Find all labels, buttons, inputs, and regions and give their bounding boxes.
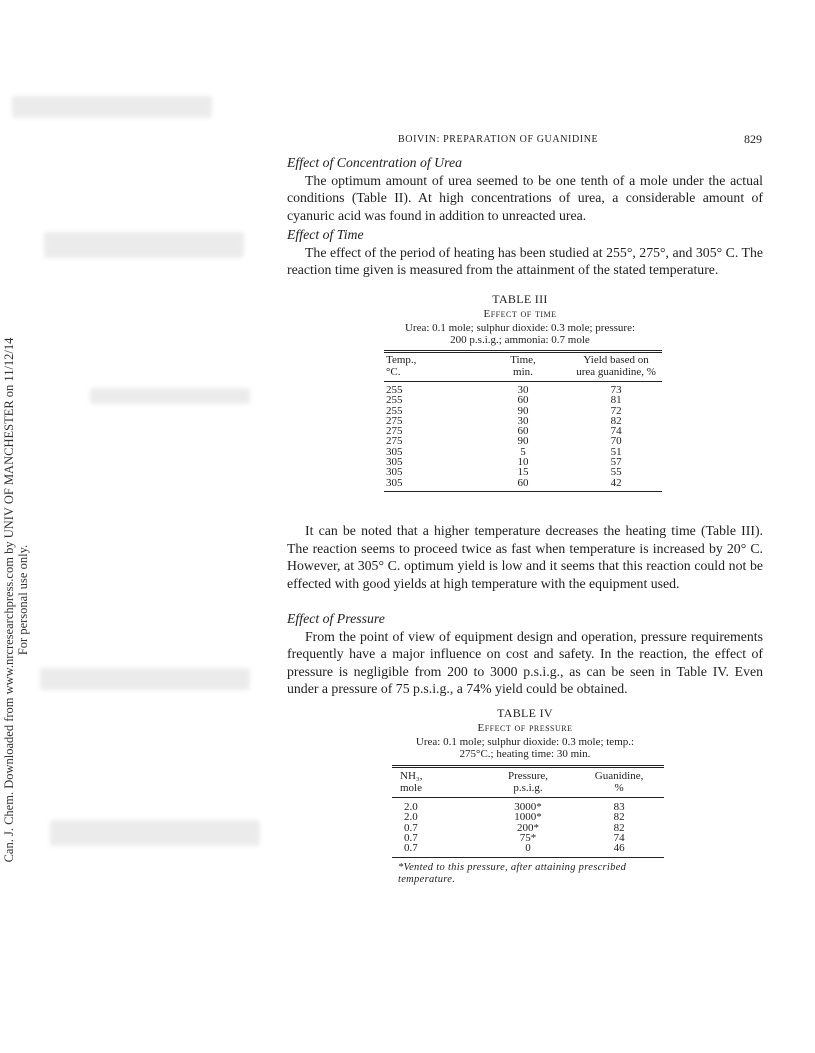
table-bottom-rule xyxy=(392,857,664,858)
section-heading-pressure: Effect of Pressure xyxy=(287,611,385,626)
running-title: BOIVIN: PREPARATION OF GUANIDINE xyxy=(398,134,599,145)
table-subtitle: Effect of pressure xyxy=(477,722,573,734)
table-footnote: *Vented to this pressure, after attaining prescribed temperature. xyxy=(398,862,627,886)
running-header xyxy=(286,132,762,148)
table-row: 2.0 1000* 82 xyxy=(404,811,625,824)
section-heading-time: Effect of Time xyxy=(287,227,364,242)
section-time xyxy=(287,226,763,279)
section-discussion xyxy=(287,522,763,592)
table-top-rule xyxy=(392,765,664,768)
table-row: 275 60 74 xyxy=(386,425,622,438)
page-number: 829 xyxy=(744,132,762,146)
table-row: 305 10 57 xyxy=(386,456,622,469)
table-iii xyxy=(374,292,666,492)
table-bottom-rule xyxy=(384,491,662,492)
table-caption: TABLE III xyxy=(492,292,548,306)
table-row: 255 60 81 xyxy=(386,394,622,407)
table-header-row xyxy=(392,771,664,794)
section-urea xyxy=(287,154,763,224)
table-conditions-line2: 275°C.; heating time: 30 min. xyxy=(459,748,591,760)
scan-smudge xyxy=(12,96,212,118)
table-row: 305 5 51 xyxy=(386,445,622,458)
section-pressure xyxy=(287,610,763,698)
scan-smudge xyxy=(40,668,250,690)
table-row: 305 15 55 xyxy=(386,466,622,479)
table-row: 2.0 3000* 83 xyxy=(404,801,625,813)
table-conditions-line1: Urea: 0.1 mole; sulphur dioxide: 0.3 mole; temp.: xyxy=(415,736,635,748)
table-row: 0.7 200* 82 xyxy=(404,821,625,834)
table-row: 275 90 70 xyxy=(386,435,622,448)
header-temp: Temp., °C. xyxy=(386,354,417,378)
download-notice-line2: For personal use only. xyxy=(16,544,30,656)
table-header-row xyxy=(384,355,662,378)
table-row: 305 60 42 xyxy=(386,476,622,489)
header-yield: Yield based on urea guanidine, % xyxy=(576,354,656,378)
header-guanidine: Guanidine, % xyxy=(594,770,644,794)
scan-smudge xyxy=(44,232,244,258)
download-notice-line1: Can. J. Chem. Downloaded from www.nrcresearchpress.com by UNIV OF MANCHESTER on 11/12/14 xyxy=(2,337,16,863)
table-body xyxy=(392,802,664,853)
scan-smudge xyxy=(90,388,250,404)
paragraph-time: The effect of the period of heating has been studied at 255°, 275°, and 305° C. The reaction time given is measured from the attainment of the stated temperature. xyxy=(287,244,763,277)
table-conditions-line1: Urea: 0.1 mole; sulphur dioxide: 0.3 mole; pressure: xyxy=(404,322,636,334)
header-time: Time, min. xyxy=(510,354,536,378)
table-caption: TABLE IV xyxy=(497,706,553,720)
section-heading-urea: Effect of Concentration of Urea xyxy=(287,155,462,170)
scan-smudge xyxy=(50,820,260,846)
download-notice xyxy=(2,250,32,950)
paragraph-discussion: It can be noted that a higher temperature decreases the heating time (Table III). The reaction seems to proceed twice as fast when temperature is increased by 20° C. However, at 305° C. optimum yield is low and it seems that this reaction could not be effected with good yields at high temperature with the equipment used. xyxy=(287,523,763,591)
table-header-rule xyxy=(384,381,662,382)
table-row: 255 90 72 xyxy=(386,404,622,417)
table-body xyxy=(384,385,662,488)
table-subtitle: Effect of time xyxy=(483,308,557,320)
table-row: 0.7 0 46 xyxy=(404,842,625,855)
table-row: 0.7 75* 74 xyxy=(404,831,625,844)
table-iv xyxy=(380,706,670,886)
table-top-rule xyxy=(384,350,662,353)
table-header-rule xyxy=(392,797,664,798)
header-nh3: NH₃, mole xyxy=(400,770,423,794)
paragraph-pressure: From the point of view of equipment design and operation, pressure requirements frequently have a major influence on cost and safety. In the reaction, the effect of pressure is negligible from 200 to 3000 p.s.i.g., as can be seen in Table IV. Even under a pressure of 75 p.s.i.g., a 74% yield could be obtained. xyxy=(287,628,763,696)
table-row: 255 30 73 xyxy=(386,384,622,396)
table-row: 275 30 82 xyxy=(386,414,622,427)
header-pressure: Pressure, p.s.i.g. xyxy=(507,770,548,794)
paragraph-urea: The optimum amount of urea seemed to be one tenth of a mole under the actual conditions (Table II). At high concentrations of urea, a considerable amount of cyanuric acid was found in addition to unreacted urea. xyxy=(287,172,763,223)
table-conditions-line2: 200 p.s.i.g.; ammonia: 0.7 mole xyxy=(450,334,590,346)
